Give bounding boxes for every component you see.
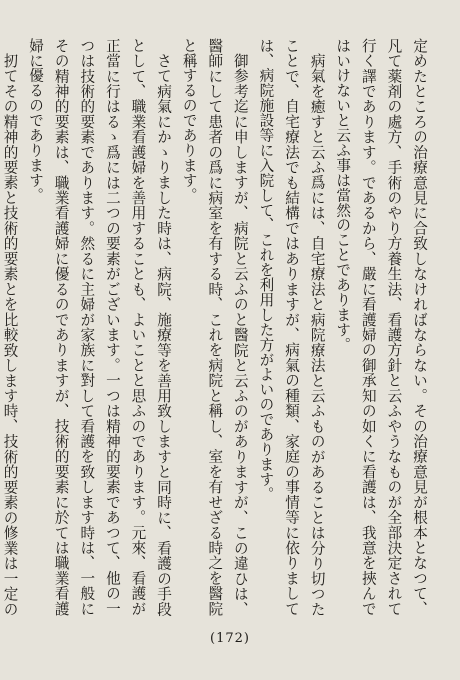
vertical-body-text — [1, 38, 432, 616]
paragraph: さて病氣にかゝりました時は、病院、施療等を善用致しますと同時に、看護の手段として、職業看護婦を善用することも、よいことと思ふのであります。元來、看護が正當に行はるゝ爲には二つの要素がございます。一つは精神的要素であつて、他の一つは技術的要素であります。然るに主婦が家族に對して看護を致します時は、一般に その精神的要素は、職業看護婦に優るのでありますが、技術的要素に於ては職業看護婦に優るのであります。 — [27, 38, 173, 616]
paragraph: 定めたところの治療意見に合致しなければならない。その治療意見が根本となつて、凡て薬剤の處方、手術のやり方養生法、看護方針と云ふやうなものが全部決定されて行く譯であります。であるから、嚴に看護婦の御承知の如くに看護は、我意を挾んではいけないと云ふ事は當然のことであります。 — [334, 38, 428, 616]
paragraph: 病氣を癒すと云ふ爲には、自宅療法と病院療法と云ふものがあることは分り切つたことで、自宅療法でも結構ではありますが、病氣の種類、家庭の事情等に依りましては、病院施設等に入院して、これを利用した方がよいのであります。 — [257, 38, 326, 616]
page-number: (172) — [210, 631, 250, 646]
paragraph: 扨てその精神的要素と技術的要素とを比較致します時、技術的要素の修業は一定の — [1, 52, 19, 616]
paragraph: 御参考迄に申しますが、病院と云ふのと醫院と云ふのがありますが、この違ひは、醫師にして患者の爲に病室を有する時、これを病院と稱し、室を有せざる時之を醫院と稱するのであります。 — [180, 38, 249, 616]
